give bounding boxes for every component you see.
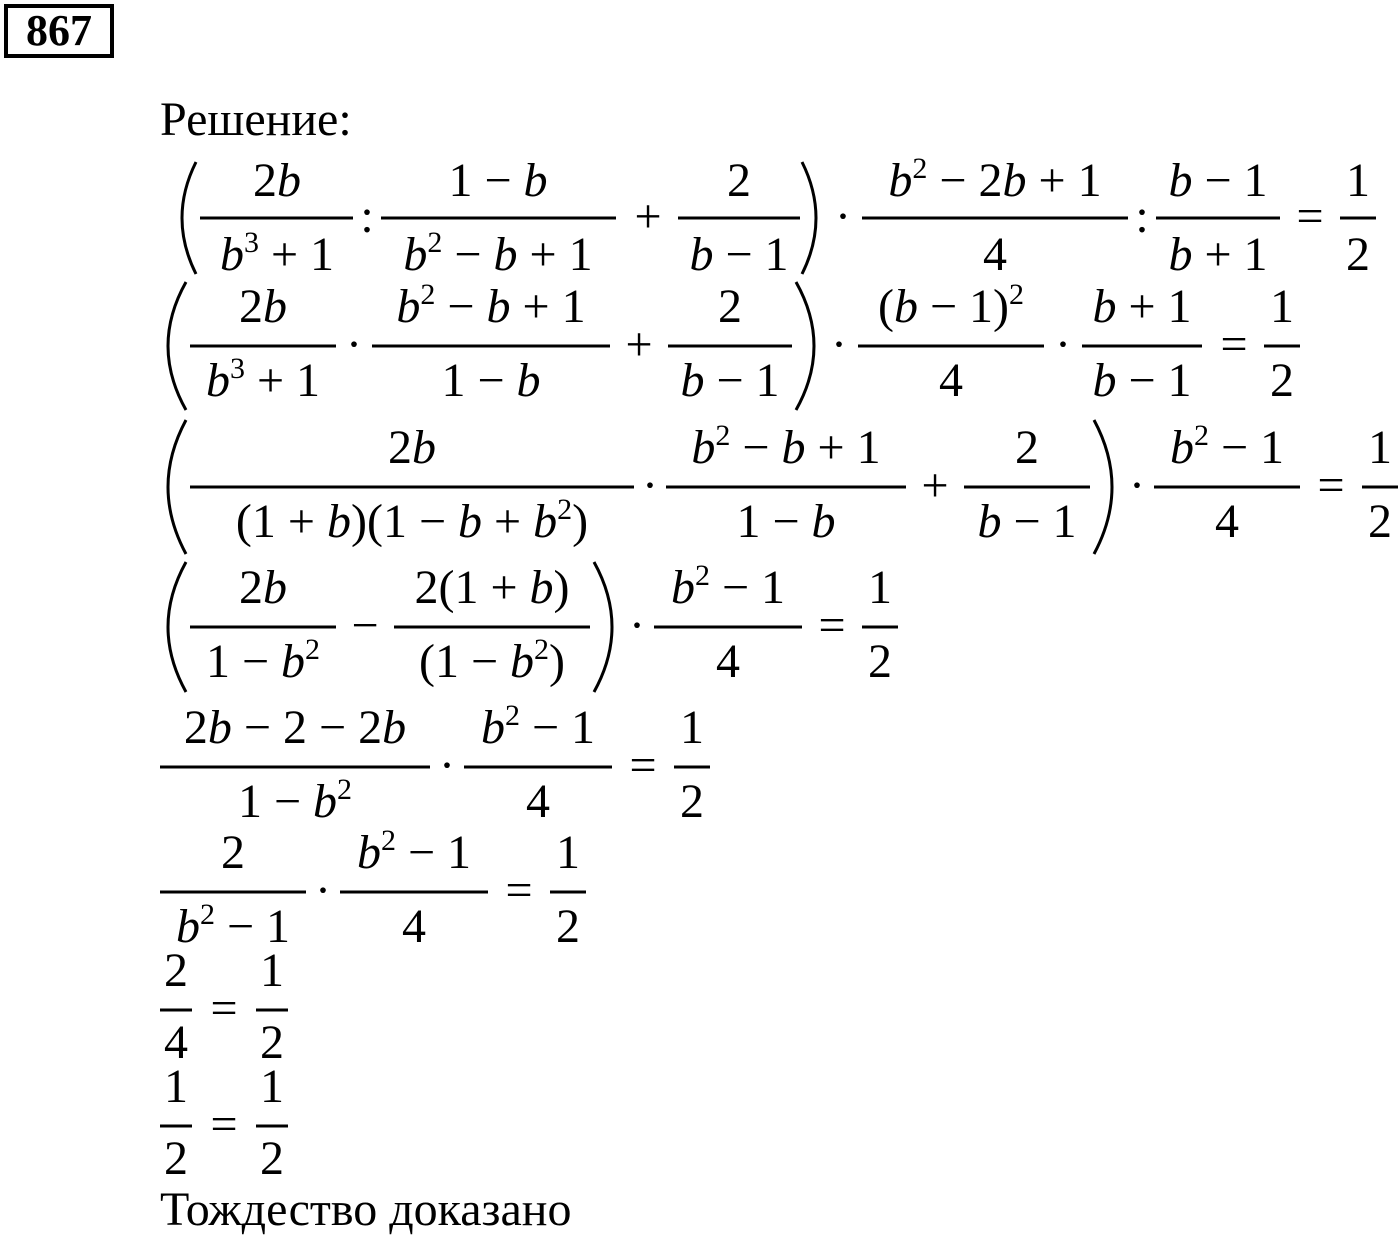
svg-text:1: 1 (680, 701, 704, 754)
svg-text:4: 4 (716, 635, 740, 688)
svg-text:−: − (351, 599, 379, 652)
svg-text:1 − b: 1 − b (441, 354, 541, 407)
svg-text:2(1 + b): 2(1 + b) (414, 561, 570, 614)
svg-text:2: 2 (221, 826, 245, 879)
svg-text:=: = (210, 982, 238, 1035)
svg-text:b2 − b + 1: $b^2 - b + 1$ (403, 226, 593, 281)
svg-text:b2 − 1: $b^2 - 1$ (175, 898, 291, 953)
svg-text:1 − b2: $1 - b^2$ (237, 773, 353, 828)
svg-text:b3 + 1: $b^3 + 1$ (219, 226, 335, 281)
svg-text:b − 1: b − 1 (1168, 154, 1268, 207)
svg-text:1 − b: 1 − b (736, 495, 836, 548)
svg-text:4: 4 (939, 354, 963, 407)
svg-text:b2 − 1: $b^2 - 1$ (670, 559, 786, 614)
svg-text:b2 − b + 1: $b^2 - b + 1$ (691, 419, 881, 474)
svg-text:2: 2 (260, 1016, 284, 1069)
svg-text:2b: 2b (253, 154, 301, 207)
svg-text:+: + (921, 459, 949, 512)
svg-text::: : (1135, 190, 1149, 243)
svg-text:·: · (629, 599, 645, 652)
svg-text:+: + (634, 190, 662, 243)
svg-text:2: 2 (164, 944, 188, 997)
svg-text:b2 − 1: $b^2 - 1$ (356, 824, 472, 879)
svg-text:2b: 2b (239, 561, 287, 614)
svg-text:4: 4 (164, 1016, 188, 1069)
svg-text:1: 1 (1368, 421, 1392, 474)
svg-text:=: = (1220, 318, 1248, 371)
svg-text:1: 1 (1346, 154, 1370, 207)
svg-text:2: 2 (680, 775, 704, 828)
svg-text:2: 2 (260, 1132, 284, 1185)
svg-text:b − 1: b − 1 (977, 495, 1077, 548)
svg-text::: : (360, 190, 374, 243)
svg-text:(b − 1)2: $(b - 1)^2$ (877, 278, 1025, 333)
svg-text:b3 + 1: $b^3 + 1$ (205, 352, 321, 407)
svg-text:b − 1: b − 1 (680, 354, 780, 407)
svg-text:4: 4 (402, 900, 426, 953)
svg-text:2: 2 (868, 635, 892, 688)
svg-text:=: = (210, 1098, 238, 1151)
svg-text:=: = (629, 739, 657, 792)
svg-text:=: = (1296, 190, 1324, 243)
svg-text:4: 4 (983, 228, 1007, 281)
problem-number: 867 (26, 6, 92, 55)
svg-text:2: 2 (1346, 228, 1370, 281)
svg-text:b + 1: b + 1 (1092, 280, 1192, 333)
svg-text:1 − b2: $1 - b^2$ (205, 633, 321, 688)
svg-text:1: 1 (164, 1060, 188, 1113)
solution-heading: Решение: (160, 93, 352, 146)
svg-text:4: 4 (1215, 495, 1239, 548)
svg-text:b2 − 1: $b^2 - 1$ (1169, 419, 1285, 474)
svg-text:+: + (625, 318, 653, 371)
svg-text:·: · (831, 318, 847, 371)
svg-text:=: = (818, 599, 846, 652)
svg-text:·: · (642, 459, 658, 512)
svg-text:2b: 2b (239, 280, 287, 333)
svg-text:2: 2 (164, 1132, 188, 1185)
svg-text:1 − b: 1 − b (448, 154, 548, 207)
svg-text:b − 1: b − 1 (689, 228, 789, 281)
svg-text:·: · (315, 864, 331, 917)
svg-text:2: 2 (727, 154, 751, 207)
svg-text:·: · (439, 739, 455, 792)
svg-text:b + 1: b + 1 (1168, 228, 1268, 281)
svg-text:1: 1 (868, 561, 892, 614)
svg-text:1: 1 (556, 826, 580, 879)
svg-text:b2 − 2b + 1: $b^2 - 2b + 1$ (888, 152, 1102, 207)
svg-text:4: 4 (526, 775, 550, 828)
svg-text:2: 2 (556, 900, 580, 953)
svg-text:2b − 2 − 2b: 2b − 2 − 2b (183, 701, 407, 754)
svg-text:1: 1 (260, 1060, 284, 1113)
svg-text:=: = (1317, 459, 1345, 512)
svg-text:·: · (1055, 318, 1071, 371)
svg-text:1: 1 (1270, 280, 1294, 333)
svg-text:(1 + b)(1 − b + b2): $(1 + b)(1 - b + b^2)$ (235, 493, 589, 548)
svg-text:·: · (346, 318, 362, 371)
svg-text:b − 1: b − 1 (1092, 354, 1192, 407)
svg-text:2b: 2b (388, 421, 436, 474)
svg-text:b2 − b + 1: $b^2 - b + 1$ (396, 278, 586, 333)
svg-text:b2 − 1: $b^2 - 1$ (480, 699, 596, 754)
conclusion-text: Тождество доказано (160, 1183, 572, 1236)
svg-text:2: 2 (1368, 495, 1392, 548)
svg-text:2: 2 (1015, 421, 1039, 474)
svg-text:·: · (1129, 459, 1145, 512)
svg-text:2: 2 (718, 280, 742, 333)
svg-text:·: · (835, 190, 851, 243)
svg-text:2: 2 (1270, 354, 1294, 407)
svg-text:1: 1 (260, 944, 284, 997)
svg-text:=: = (505, 864, 533, 917)
svg-text:(1 − b2): $(1 - b^2)$ (418, 633, 566, 688)
